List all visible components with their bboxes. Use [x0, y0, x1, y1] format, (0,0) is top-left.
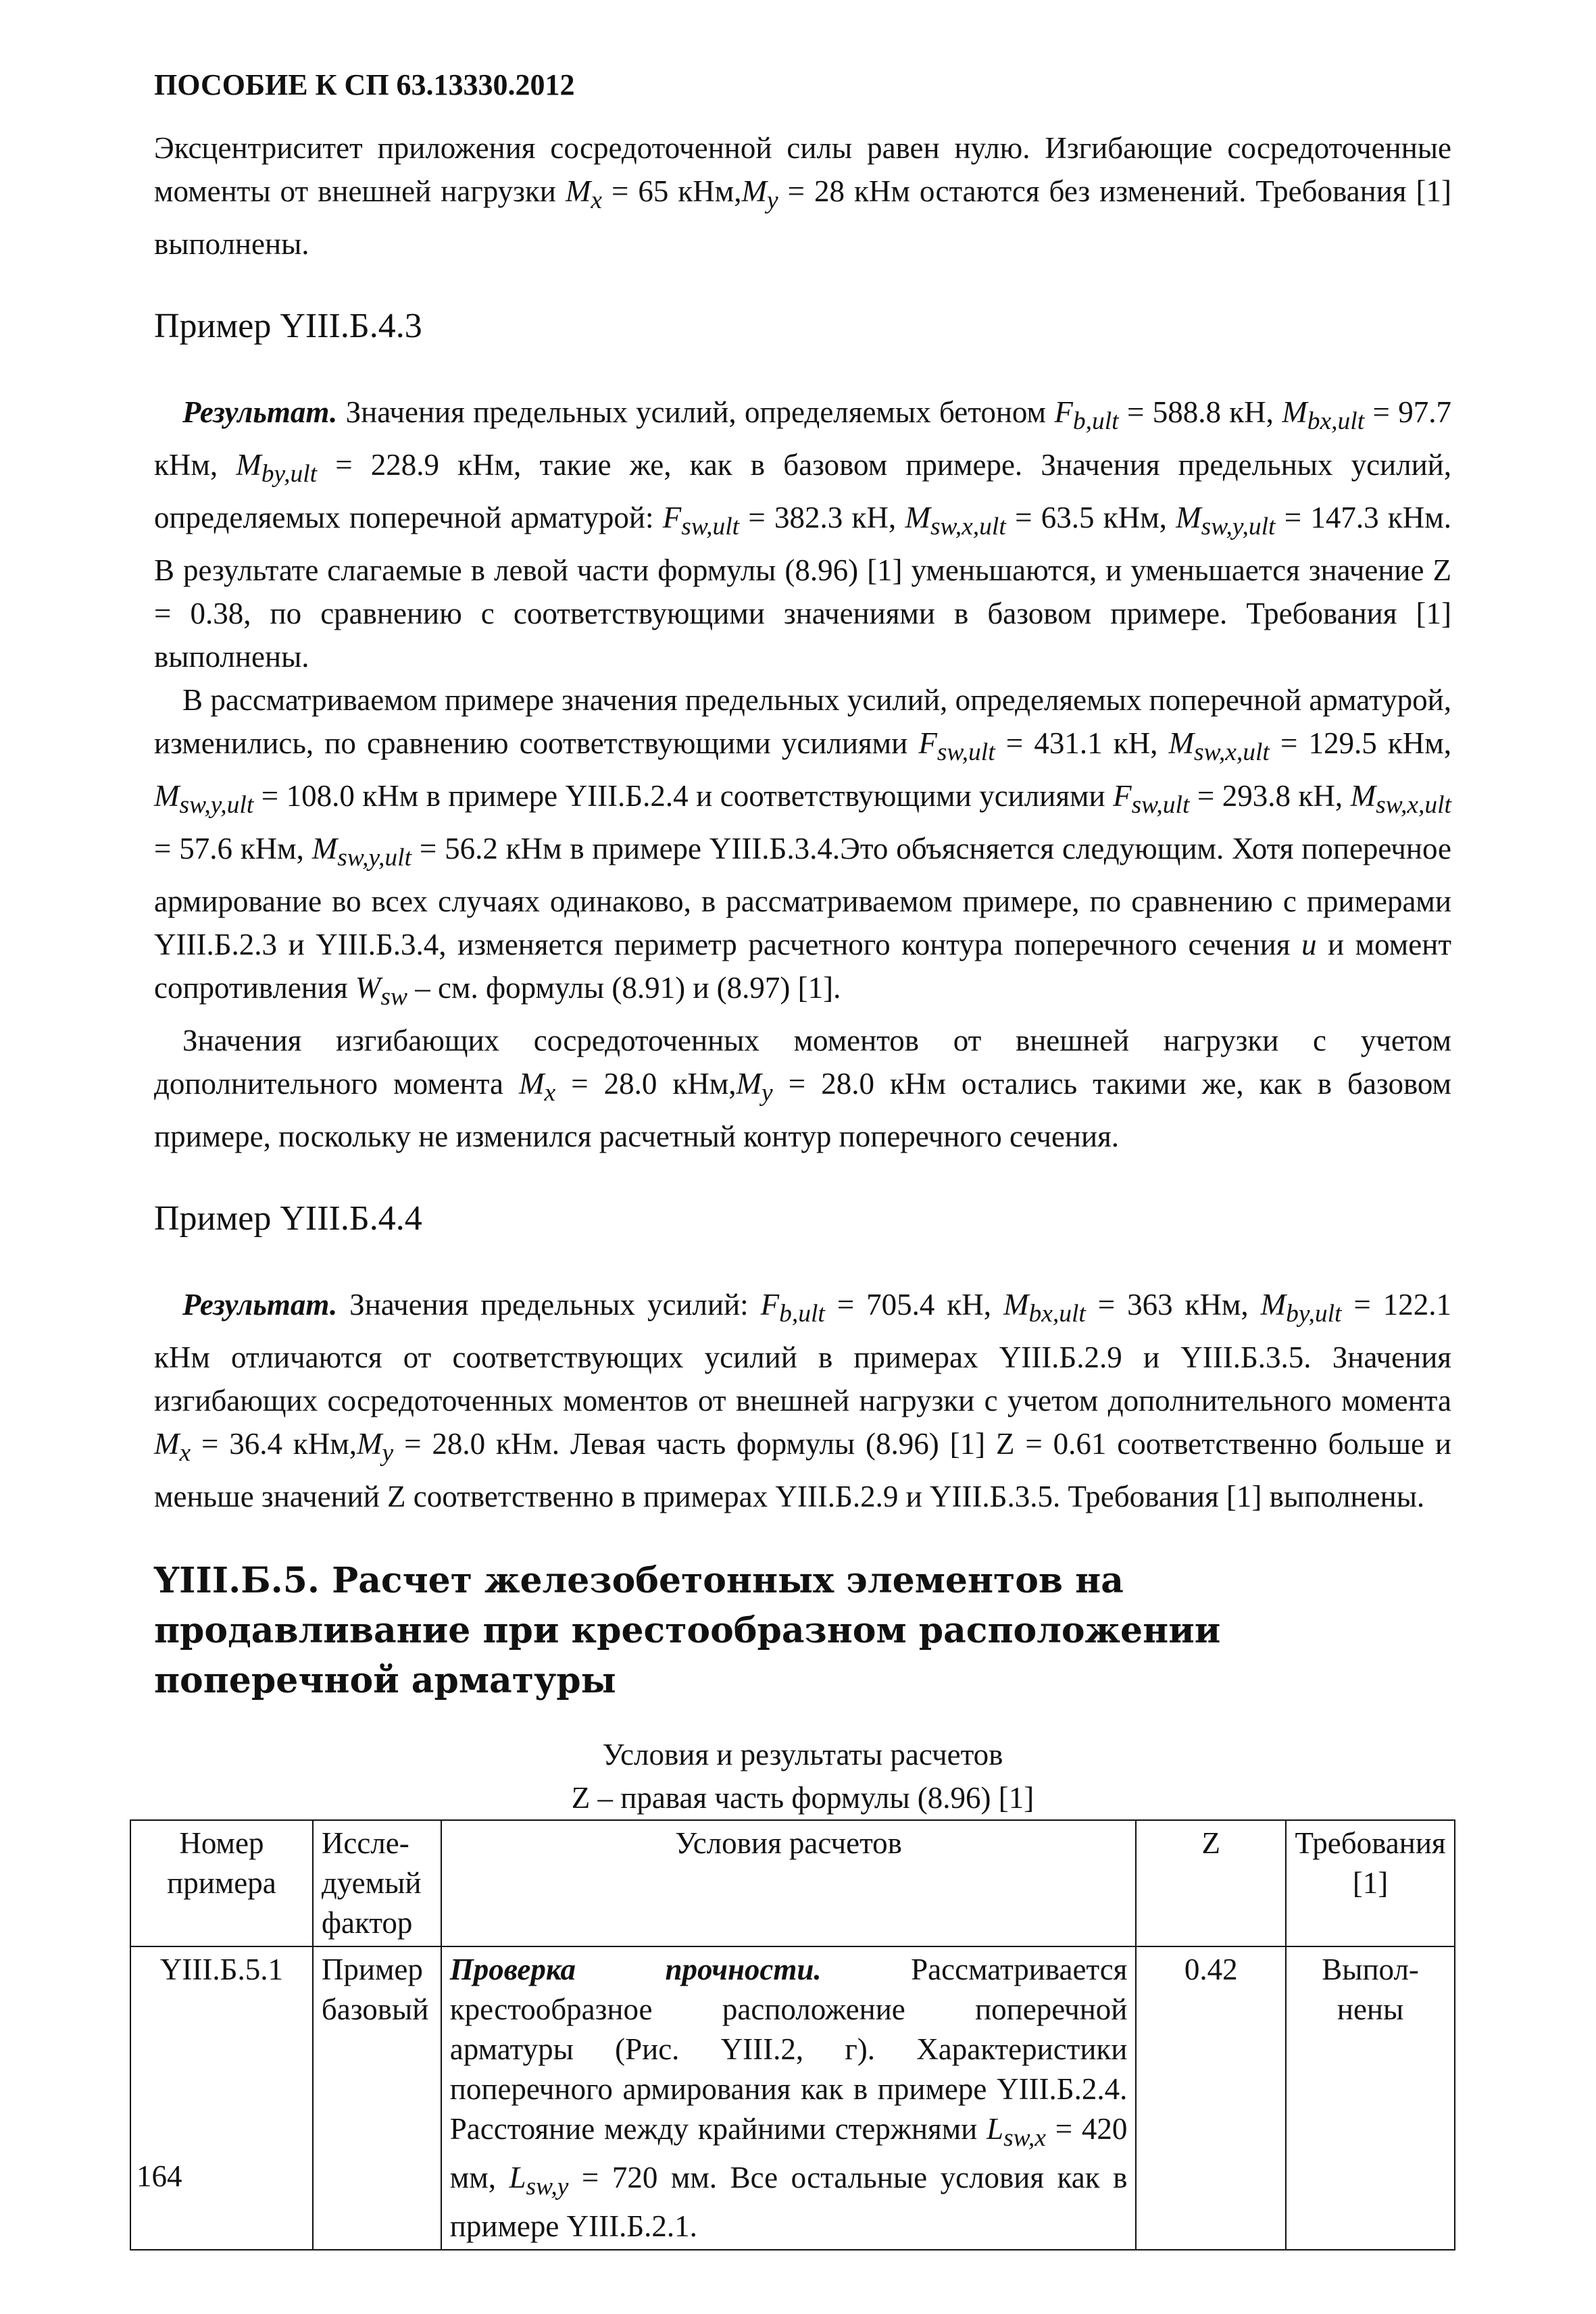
text: Рассматривается крестообразное расположение поперечной арматуры (Рис. YIII.2, г). Характеристики поперечного армирования как в примере YIII.Б.2.4. Расстояние между крайними стержнями [449, 1953, 1128, 2146]
subscript: sw,x,ult [1194, 738, 1270, 766]
text: = 129.5 кНм, [1269, 726, 1451, 760]
symbol: M [311, 832, 338, 865]
subscript: sw,x [1003, 2124, 1046, 2152]
text: = 97.7 кНм, [154, 395, 1451, 482]
subscript: y [766, 186, 778, 214]
subscript: sw,y,ult [179, 791, 254, 819]
cell-example-number: YIII.Б.5.1 [130, 1946, 313, 2250]
symbol: M [519, 1067, 545, 1101]
text: = 28.0 кНм. Левая часть формулы (8.96) [1] Z = 0.61 соответственно больше и меньше значений Z соответственно в примерах YIII.Б.2.9 и YIII.Б.3.5. Требования [1] выполнены. [154, 1427, 1451, 1513]
example-heading-4-4: Пример YIII.Б.4.4 [154, 1199, 422, 1238]
symbol: F [918, 726, 937, 760]
text: = 720 мм. Все остальные условия как в примере YIII.Б.2.1. [449, 2161, 1128, 2243]
subscript: by,ult [1286, 1300, 1342, 1328]
subscript: sw,ult [937, 738, 995, 766]
text: = 705.4 кН, [824, 1288, 1003, 1322]
subscript: sw,y [526, 2173, 569, 2200]
text: Значения предельных усилий, определяемых бетоном [337, 395, 1055, 429]
symbol: M [736, 1067, 762, 1101]
running-head: ПОСОБИЕ К СП 63.13330.2012 [154, 68, 575, 101]
cell-factor: Пример базовый [313, 1946, 441, 2250]
table-row [130, 1946, 1455, 2250]
paragraph-result-4-4 [154, 1283, 1451, 1518]
table-caption-line: Z – правая часть формулы (8.96) [1] [571, 1781, 1034, 1815]
text: Эксцентриситет приложения сосредоточенной силы равен нулю. Изгибающие сосредоточенные моменты от внешней нагрузки [154, 131, 1451, 208]
page-number: 164 [136, 2159, 182, 2193]
paragraph-comparison-4-3 [154, 678, 1451, 1019]
subscript: sw [380, 983, 408, 1011]
subscript: x [544, 1079, 556, 1107]
header-z: Z [1136, 1820, 1286, 1946]
text: = 57.6 кНм, [154, 832, 312, 865]
symbol: M [565, 174, 591, 208]
symbol: F [760, 1288, 780, 1322]
text: – см. формулы (8.91) и (8.97) [1]. [407, 971, 841, 1005]
symbol: M [357, 1427, 382, 1461]
subscript: by,ult [261, 460, 318, 488]
text: Значения предельных усилий: [337, 1288, 761, 1322]
text: = 382.3 кН, [739, 501, 905, 534]
text: = 36.4 кНм, [191, 1427, 357, 1461]
symbol: M [1282, 395, 1307, 429]
page [154, 68, 1451, 2250]
header-requirements: Требования [1] [1286, 1820, 1455, 1946]
paragraph-eccentricity [154, 126, 1451, 266]
check-label: Проверка прочности. [449, 1953, 822, 1986]
text: = 228.9 кНм, такие же, как в базовом примере. Значения предельных усилий, определяемых поперечной арматурой: [154, 448, 1451, 534]
subscript: b,ult [1072, 407, 1119, 435]
symbol: M [1260, 1288, 1287, 1322]
text: = 122.1 кНм отличаются от соответствующих усилий в примерах YIII.Б.2.9 и YIII.Б.3.5. Значения изгибающих сосредоточенных моментов от внешней нагрузки с учетом дополнительного момента [154, 1288, 1451, 1417]
subscript: b,ult [779, 1300, 825, 1328]
text: = 363 кНм, [1085, 1288, 1261, 1322]
symbol: M [154, 1427, 180, 1461]
text: = 28 кНм остаются без изменений. Требования [1] выполнены. [154, 174, 1451, 261]
text: = 63.5 кНм, [1005, 501, 1176, 534]
text: и момент сопротивления [154, 928, 1452, 1005]
symbol: M [154, 779, 180, 813]
text: = 588.8 кН, [1118, 395, 1282, 429]
subscript: x [591, 186, 603, 214]
symbol: L [987, 2112, 1004, 2146]
text: = 431.1 кН, [995, 726, 1169, 760]
header-factor: Исследуемый фактор [313, 1820, 441, 1946]
text: = 420 мм, [449, 2112, 1128, 2194]
subscript: sw,y,ult [1201, 513, 1276, 540]
symbol: M [236, 448, 261, 482]
symbol: M [1168, 726, 1194, 760]
subscript: sw,y,ult [337, 844, 412, 872]
text: = 147.3 кНм. В результате слагаемые в левой части формулы (8.96) [1] уменьшаются, и уменьшается значение Z = 0.38, по сравнению с соответствующими значениями в базовом примере. Требования [1] выполнены. [154, 501, 1452, 674]
paragraph-moments-4-3 [154, 1019, 1451, 1158]
symbol: F [1054, 395, 1073, 429]
subscript: x [179, 1439, 191, 1467]
header-example-number: Номер примера [130, 1820, 313, 1946]
subscript: sw,ult [1131, 791, 1190, 819]
text: = 56.2 кНм в примере YIII.Б.3.4.Это объясняется следующим. Хотя поперечное армирование во всех случаях одинаково, в рассматриваемом примере, по сравнению с примерами YIII.Б.2.3 и YIII.Б.3.4, изменяется периметр расчетного контура поперечного сечения [154, 832, 1452, 961]
cell-conditions [441, 1946, 1137, 2250]
text: = 108.0 кНм в примере YIII.Б.2.4 и соответствующими усилиями [253, 779, 1114, 813]
subscript: sw,ult [681, 513, 740, 540]
table-header-row [130, 1820, 1455, 1946]
cell-requirements: Выполнены [1286, 1946, 1455, 2250]
table-caption [154, 1733, 1451, 1819]
symbol: u [1301, 928, 1317, 961]
result-label: Результат. [182, 1288, 338, 1322]
subscript: bx,ult [1307, 407, 1365, 435]
symbol: F [662, 501, 682, 534]
symbol: L [509, 2161, 526, 2194]
symbol: W [355, 971, 381, 1005]
text: = 28.0 кНм остались такими же, как в базовом примере, поскольку не изменился расчетный контур поперечного сечения. [154, 1067, 1451, 1153]
text: = 65 кНм, [602, 174, 742, 208]
table-caption-line: Условия и результаты расчетов [602, 1738, 1003, 1771]
cell-z: 0.42 [1136, 1946, 1286, 2250]
text: В рассматриваемом примере значения предельных усилий, определяемых поперечной арматурой, изменились, по сравнению соответствующими усилиями [154, 683, 1451, 760]
subscript: sw,x,ult [1376, 791, 1451, 819]
text: = 28.0 кНм, [555, 1067, 737, 1101]
text: = 293.8 кН, [1189, 779, 1351, 813]
result-label: Результат. [182, 395, 338, 429]
symbol: M [1350, 779, 1376, 813]
text: Значения изгибающих сосредоточенных моментов от внешней нагрузки с учетом дополнительного момента [154, 1024, 1451, 1101]
paragraph-result-4-3 [154, 391, 1451, 678]
results-table [130, 1819, 1455, 2250]
symbol: M [1003, 1288, 1029, 1322]
symbol: F [1113, 779, 1132, 813]
header-conditions: Условия расчетов [441, 1820, 1137, 1946]
subscript: sw,x,ult [930, 513, 1006, 540]
subscript: y [382, 1439, 394, 1467]
subscript: y [762, 1079, 773, 1107]
example-heading-4-3: Пример YIII.Б.4.3 [154, 307, 422, 345]
section-title: YIII.Б.5. Расчет железобетонных элементов на продавливание при крестообразном расположении поперечной арматуры [154, 1560, 1221, 1701]
symbol: M [1176, 501, 1201, 534]
subscript: bx,ult [1028, 1300, 1086, 1328]
symbol: M [905, 501, 930, 534]
symbol: M [741, 174, 767, 208]
